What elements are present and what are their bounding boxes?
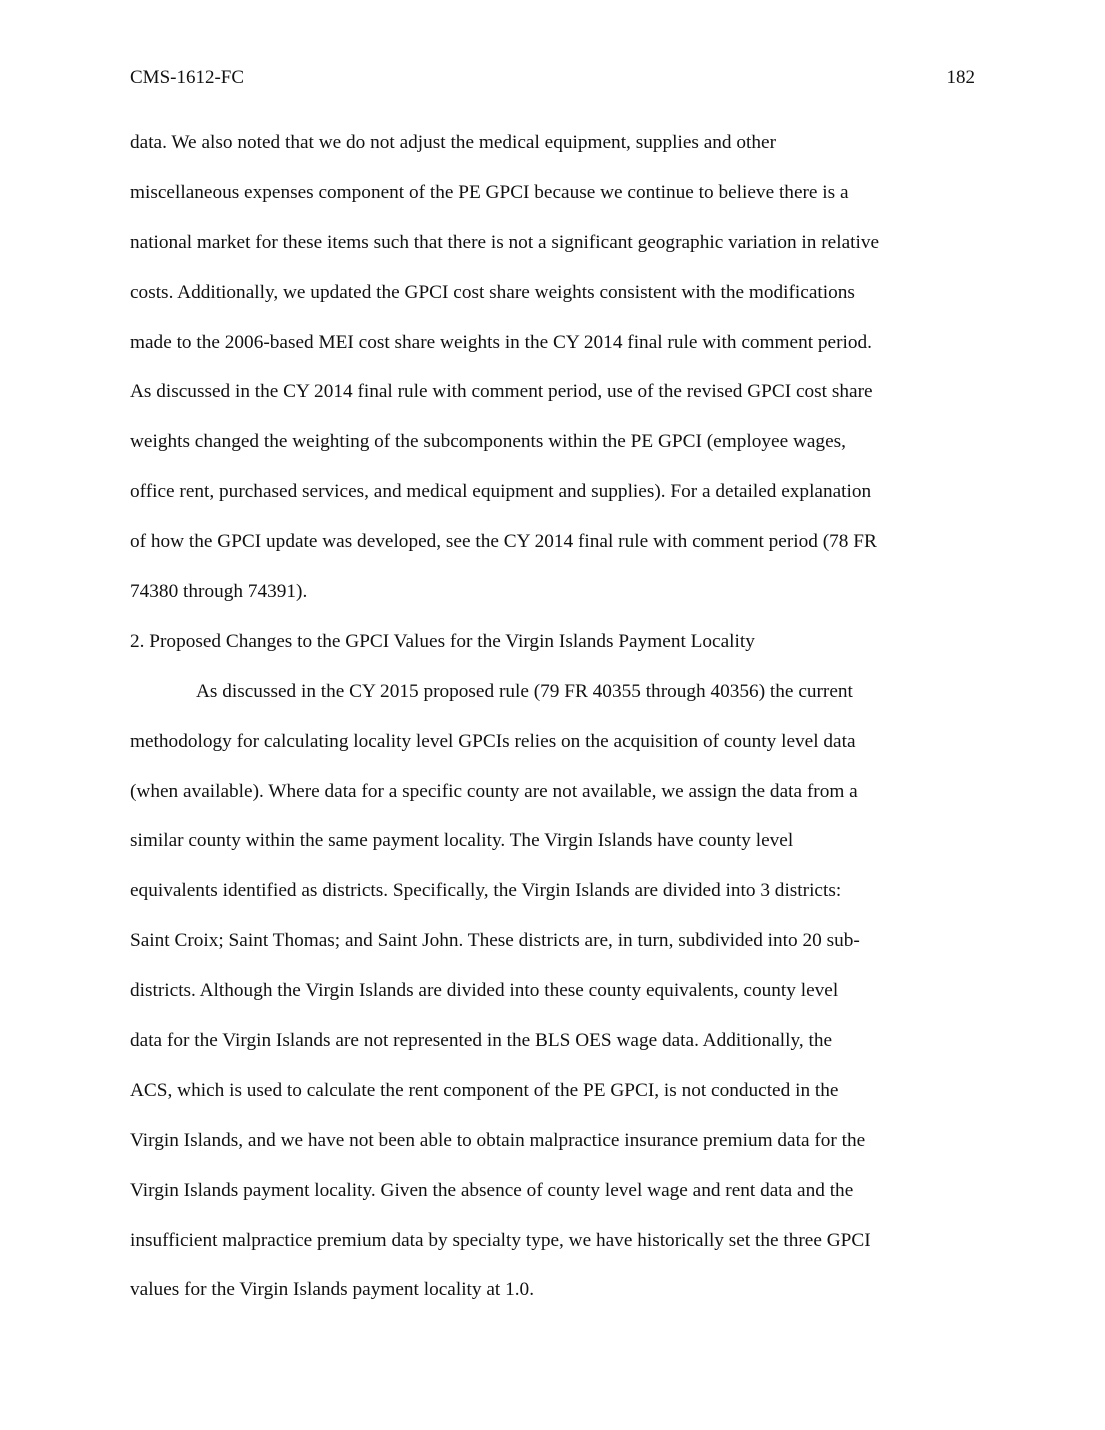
text-line: made to the 2006-based MEI cost share weights in the CY 2014 final rule with comment period. xyxy=(130,331,872,353)
text-line: miscellaneous expenses component of the PE GPCI because we continue to believe there is a xyxy=(130,181,849,203)
text-line: values for the Virgin Islands payment locality at 1.0. xyxy=(130,1279,535,1301)
text-line: methodology for calculating locality level GPCIs relies on the acquisition of county level data xyxy=(130,730,856,752)
text-line: Saint Croix; Saint Thomas; and Saint John. These districts are, in turn, subdivided into 20 sub- xyxy=(130,930,860,952)
text-line: office rent, purchased services, and medical equipment and supplies). For a detailed explanation xyxy=(130,481,872,503)
text-line: insufficient malpractice premium data by specialty type, we have historically set the three GPCI xyxy=(130,1229,871,1251)
text-line: data. We also noted that we do not adjust the medical equipment, supplies and other xyxy=(130,132,776,153)
text-line: costs. Additionally, we updated the GPCI cost share weights consistent with the modifications xyxy=(130,281,855,303)
text-line: equivalents identified as districts. Specifically, the Virgin Islands are divided into 3 districts: xyxy=(130,880,842,902)
text-line: of how the GPCI update was developed, see the CY 2014 final rule with comment period (78 FR xyxy=(130,531,877,553)
text-line: ACS, which is used to calculate the rent component of the PE GPCI, is not conducted in the xyxy=(130,1079,839,1101)
document-id: CMS-1612-FC xyxy=(130,67,245,88)
page-number: 182 xyxy=(946,67,975,88)
section-heading: 2. Proposed Changes to the GPCI Values for the Virgin Islands Payment Locality xyxy=(130,630,755,652)
text-line: (when available). Where data for a specific county are not available, we assign the data from a xyxy=(130,780,858,802)
text-line: data for the Virgin Islands are not represented in the BLS OES wage data. Additionally, the xyxy=(130,1030,833,1052)
text-line: As discussed in the CY 2014 final rule with comment period, use of the revised GPCI cost share xyxy=(130,381,873,403)
text-line: similar county within the same payment locality. The Virgin Islands have county level xyxy=(130,830,794,852)
text-line: weights changed the weighting of the subcomponents within the PE GPCI (employee wages, xyxy=(130,431,846,453)
text-line: national market for these items such that there is not a significant geographic variation in relative xyxy=(130,231,880,253)
text-line: districts. Although the Virgin Islands are divided into these county equivalents, county level xyxy=(130,980,839,1002)
text-line: Virgin Islands payment locality. Given the absence of county level wage and rent data and the xyxy=(130,1179,854,1201)
text-line-indented: As discussed in the CY 2015 proposed rule (79 FR 40355 through 40356) the current xyxy=(196,680,853,702)
body-text xyxy=(130,129,975,1326)
text-line: 74380 through 74391). xyxy=(130,581,308,603)
text-line: Virgin Islands, and we have not been able to obtain malpractice insurance premium data for the xyxy=(130,1129,866,1151)
